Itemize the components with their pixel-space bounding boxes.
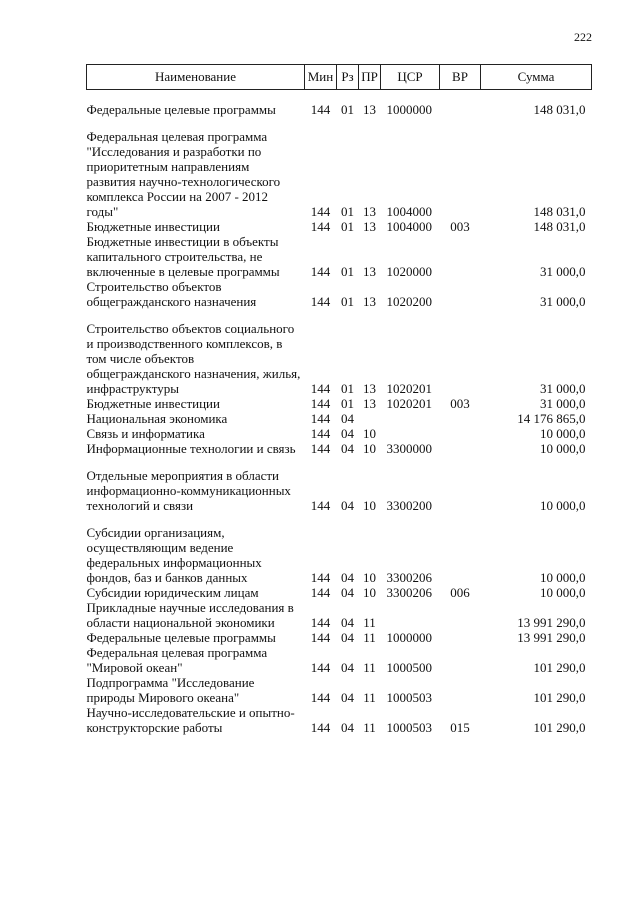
cell-csr: 1004000 [386,219,432,234]
cell-vr [440,411,481,426]
cell-name: Строительство объектов общегражданского назначения [86,279,257,309]
row-gap [87,309,592,321]
cell-name: Национальная экономика [86,411,228,426]
cell-vr [440,675,481,705]
cell-csr: 3300000 [386,441,432,456]
cell-csr: 3300200 [386,498,432,513]
cell-rz: 04 [341,441,354,456]
cell-min: 144 [310,204,331,219]
cell-rz: 04 [341,498,354,513]
cell-rz: 01 [341,264,354,279]
cell-csr: 1000000 [386,630,432,645]
cell-pr: 11 [363,720,376,735]
table-body [87,90,592,736]
cell-min: 144 [310,615,331,630]
cell-csr [381,600,440,630]
header-rz: Рз [337,65,359,90]
cell-min: 144 [310,264,331,279]
cell-vr [440,426,481,441]
cell-sum: 148 031,0 [533,102,586,117]
cell-min: 144 [310,381,331,396]
cell-rz: 01 [341,102,354,117]
cell-min: 144 [310,690,331,705]
cell-sum: 31 000,0 [540,294,586,309]
cell-sum: 31 000,0 [540,264,586,279]
cell-pr: 13 [363,381,376,396]
cell-sum: 13 991 290,0 [517,630,586,645]
table-row [87,705,592,735]
table-row [87,675,592,705]
cell-name: Субсидии юридическим лицам [86,585,259,600]
cell-sum: 13 991 290,0 [517,615,586,630]
cell-name: Бюджетные инвестиции в объекты капитального строительства, не включенные в целевые программы [86,234,280,279]
cell-vr [440,102,481,117]
cell-min: 144 [310,498,331,513]
cell-vr [440,441,481,456]
cell-name: Научно-исследовательские и опытно-конструкторские работы [86,705,295,735]
table-row [87,468,592,513]
cell-pr: 13 [363,204,376,219]
cell-sum: 31 000,0 [540,396,586,411]
cell-sum: 148 031,0 [533,219,586,234]
cell-rz: 01 [341,204,354,219]
cell-name: Отдельные мероприятия в области информационно-коммуникационных технологий и связи [86,468,291,513]
table-row [87,129,592,219]
cell-rz: 01 [341,381,354,396]
cell-pr: 10 [363,426,376,441]
cell-csr: 1020200 [386,294,432,309]
cell-rz: 04 [341,690,354,705]
row-gap [87,456,592,468]
table-row [87,426,592,441]
table-row [87,525,592,585]
cell-pr: 11 [363,630,376,645]
table-row [87,441,592,456]
cell-pr: 13 [363,264,376,279]
cell-rz: 04 [341,630,354,645]
cell-pr: 13 [363,219,376,234]
cell-csr: 1020201 [386,381,432,396]
table-row [87,234,592,279]
cell-vr: 015 [450,720,470,735]
cell-sum: 14 176 865,0 [517,411,586,426]
cell-vr [440,525,481,585]
cell-vr [440,129,481,219]
cell-name: Субсидии организациям, осуществляющим ведение федеральных информационных фондов, баз и банков данных [86,525,262,585]
cell-name: Бюджетные инвестиции [86,396,220,411]
cell-vr [440,630,481,645]
cell-csr: 1000000 [386,102,432,117]
cell-csr: 1020000 [386,264,432,279]
cell-name: Федеральные целевые программы [86,102,276,117]
cell-pr: 11 [363,615,376,630]
cell-name: Бюджетные инвестиции [86,219,220,234]
header-sum: Сумма [481,65,592,90]
cell-min: 144 [310,441,331,456]
cell-name: Строительство объектов социального и производственного комплексов, в том числе объектов общегражданского назначения, жилья, инфраструктуры [86,321,301,396]
row-gap [87,90,592,103]
table-row [87,600,592,630]
cell-pr: 13 [363,294,376,309]
cell-min: 144 [310,396,331,411]
cell-name: Информационные технологии и связь [86,441,296,456]
cell-sum: 101 290,0 [533,720,586,735]
cell-rz: 04 [341,585,354,600]
row-gap [87,117,592,129]
cell-sum: 101 290,0 [533,690,586,705]
cell-csr [381,411,440,426]
table-row [87,321,592,396]
cell-pr: 13 [363,396,376,411]
row-gap [87,513,592,525]
cell-pr: 11 [363,690,376,705]
cell-rz: 04 [341,615,354,630]
cell-pr: 10 [363,570,376,585]
cell-vr: 006 [450,585,470,600]
cell-rz: 01 [341,294,354,309]
table-row [87,219,592,234]
cell-pr [359,411,381,426]
cell-csr: 1000503 [386,720,432,735]
cell-rz: 01 [341,219,354,234]
header-name: Наименование [87,65,305,90]
cell-csr: 1020201 [386,396,432,411]
cell-sum: 10 000,0 [540,585,586,600]
table-row [87,279,592,309]
cell-sum: 10 000,0 [540,498,586,513]
cell-sum: 10 000,0 [540,426,586,441]
cell-csr: 3300206 [386,585,432,600]
cell-rz: 04 [341,570,354,585]
cell-vr: 003 [450,396,470,411]
cell-name: Прикладные научные исследования в области национальной экономики [86,600,294,630]
cell-name: Связь и информатика [86,426,205,441]
cell-vr [440,468,481,513]
budget-table [86,64,592,735]
cell-min: 144 [310,219,331,234]
cell-min: 144 [310,411,331,426]
cell-sum: 31 000,0 [540,381,586,396]
cell-rz: 04 [341,411,354,426]
cell-name: Федеральная целевая программа "Исследования и разработки по приоритетным направлениям развития научно-технологического комплекса России на 2007 - 2012 годы" [86,129,281,219]
cell-rz: 04 [341,720,354,735]
cell-rz: 01 [341,396,354,411]
cell-sum: 148 031,0 [533,204,586,219]
cell-min: 144 [310,426,331,441]
table-row [87,645,592,675]
table-header-row [87,65,592,90]
table-row [87,396,592,411]
cell-min: 144 [310,660,331,675]
table-row [87,585,592,600]
header-min: Мин [305,65,337,90]
cell-name: Федеральные целевые программы [86,630,276,645]
cell-pr: 10 [363,585,376,600]
header-vr: ВР [440,65,481,90]
cell-csr: 1000503 [386,690,432,705]
cell-csr: 1004000 [386,204,432,219]
cell-rz: 04 [341,426,354,441]
cell-csr [381,426,440,441]
cell-pr: 13 [363,102,376,117]
cell-name: Федеральная целевая программа "Мировой океан" [86,645,268,675]
table-row [87,102,592,117]
cell-sum: 10 000,0 [540,441,586,456]
table-row [87,411,592,426]
cell-min: 144 [310,720,331,735]
cell-csr: 1000500 [386,660,432,675]
cell-vr: 003 [450,219,470,234]
cell-rz: 04 [341,660,354,675]
cell-pr: 10 [363,498,376,513]
header-pr: ПР [359,65,381,90]
cell-vr [440,645,481,675]
cell-vr [440,600,481,630]
cell-min: 144 [310,570,331,585]
cell-sum: 101 290,0 [533,660,586,675]
cell-pr: 11 [363,660,376,675]
cell-csr: 3300206 [386,570,432,585]
cell-vr [440,279,481,309]
page-number: 222 [574,30,592,44]
cell-min: 144 [310,585,331,600]
cell-pr: 10 [363,441,376,456]
cell-sum: 10 000,0 [540,570,586,585]
cell-vr [440,321,481,396]
cell-min: 144 [310,102,331,117]
cell-vr [440,234,481,279]
header-csr: ЦСР [381,65,440,90]
cell-min: 144 [310,294,331,309]
cell-min: 144 [310,630,331,645]
cell-name: Подпрограмма "Исследование природы Мирового океана" [86,675,255,705]
table-row [87,630,592,645]
